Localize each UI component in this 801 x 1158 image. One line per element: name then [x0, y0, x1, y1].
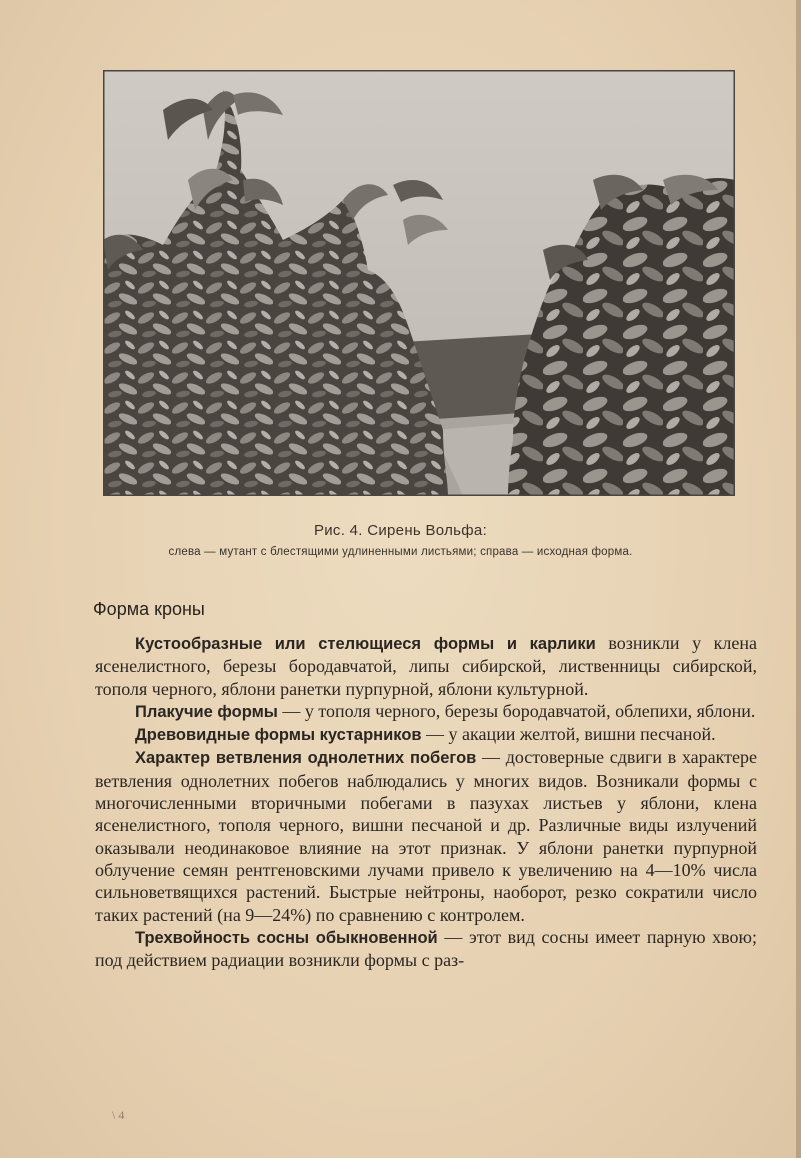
paragraph-lead: Трехвойность сосны обыкновенной	[135, 928, 438, 947]
paragraph-text: — у тополя черного, березы бородавчатой, облепихи, яблони.	[277, 700, 756, 721]
page-edge	[796, 0, 801, 1158]
paragraph	[95, 700, 757, 723]
paragraph	[95, 723, 757, 746]
paragraph-lead: Плакучие формы	[135, 702, 278, 721]
paragraph-lead: Древовидные формы кустарников	[135, 726, 422, 745]
body-text	[95, 632, 757, 971]
paragraph-lead: Характер ветвления однолетних побегов	[135, 749, 477, 768]
paragraph	[95, 926, 757, 972]
figure-photo	[103, 70, 735, 496]
page-mark: \ 4	[112, 1108, 125, 1122]
section-heading: Форма кроны	[93, 599, 205, 619]
paragraph-text: — этот вид сосны имеет парную хвою; под действием радиации возникли формы с раз-	[95, 926, 757, 971]
figure-caption-title: Рис. 4. Сирень Вольфа:	[313, 522, 488, 539]
paragraph	[95, 746, 757, 925]
figure-caption-text: слева — мутант с блестящими удлиненными листьями; справа — исходная форма.	[168, 546, 633, 558]
paragraph-text: — у акации желтой, вишни песчаной.	[421, 724, 716, 745]
paragraph-text: возникли у клена ясенелистного, березы бородавчатой, липы сибирской, лиственницы сибирской, тополя черного, яблони ранетки пурпурной, яблони культурной.	[95, 633, 757, 699]
paragraph-text: — достоверные сдвиги в характере ветвления однолетних побегов наблюдались у многих видов. Возникали формы с многочисленными вторичными побегами в пазухах листьев у яблони, клена ясенелистного, тополя черного, вишни песчаной и др. Различные виды излучений оказывали неодинаковое влияние на этот признак. У яблони ранетки пурпурной облучение семян рентгеновскими лучами привело к увеличению на 4—10% числа сильноветвящихся растений. Быстрые нейтроны, наоборот, резко сократили число таких растений (на 9—24%) по сравнению с контролем.	[95, 747, 757, 925]
paragraph-lead: Кустообразные или стелющиеся формы и карлики	[135, 635, 596, 653]
paragraph	[95, 632, 757, 700]
